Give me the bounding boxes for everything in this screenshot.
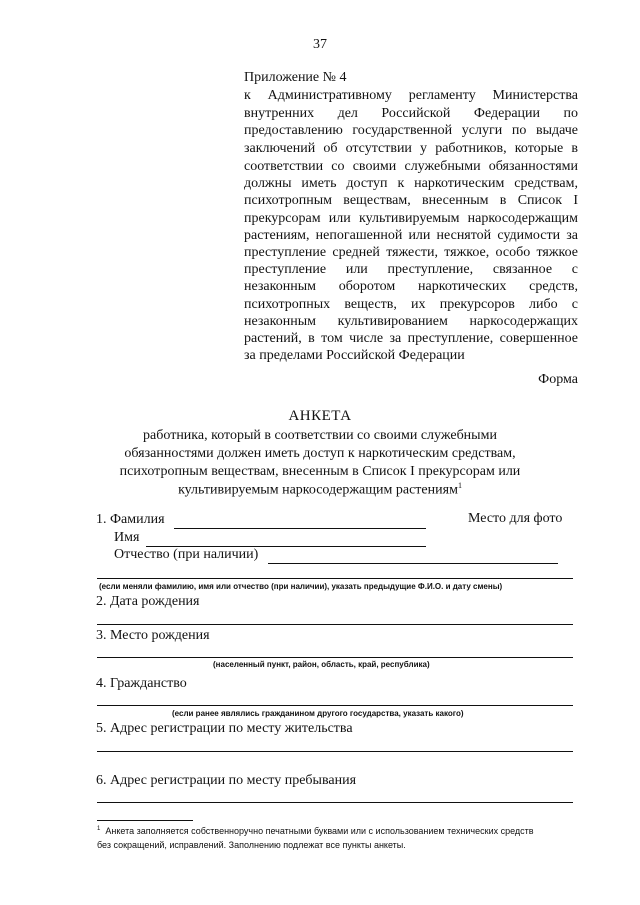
appendix-text-line: растений, в том числе за преступление, совершенное — [244, 331, 578, 346]
appendix-text-line: психотропным веществам, внесенным в Список I — [244, 193, 578, 208]
citizenship-field[interactable] — [97, 705, 573, 706]
anketa-subtitle-line: обязанностями должен иметь доступ к наркотическим средствам, — [124, 446, 516, 461]
anketa-subtitle-line — [0, 481, 640, 499]
appendix-text-line: незаконным оборотом наркотических средств, — [244, 279, 578, 294]
anketa-subtitle-line: психотропным веществам, внесенным в Список I прекурсорам или — [119, 464, 521, 479]
photo-place-label: Место для фото — [468, 511, 563, 526]
stay-address-label: 6. Адрес регистрации по месту пребывания — [96, 773, 357, 788]
appendix-text-line: психотропных веществ, их прекурсоров либо с — [244, 297, 578, 312]
surname-label: 1. Фамилия — [96, 512, 165, 527]
footnote-line — [97, 826, 587, 836]
appendix-title: Приложение № 4 — [244, 70, 347, 85]
birth-place-label: 3. Место рождения — [96, 628, 210, 643]
name-change-hint: (если меняли фамилию, имя или отчество (при наличии), указать предыдущие Ф.И.О. и дату смены) — [99, 582, 503, 591]
stay-address-field[interactable] — [97, 802, 573, 803]
birth-date-label: 2. Дата рождения — [96, 594, 200, 609]
appendix-text-line: растениям, непогашенной или неснятой судимости за — [244, 228, 578, 243]
previous-names-field[interactable] — [97, 578, 573, 579]
anketa-subtitle-line: работника, который в соответствии со своими служебными — [143, 428, 497, 443]
form-label: Форма — [538, 372, 578, 387]
appendix-text-line: за пределами Российской Федерации — [244, 348, 465, 363]
appendix-text-line: предоставлению государственной услуги по выдаче — [244, 123, 578, 138]
appendix-text-line: преступление или преступление, связанное с — [244, 262, 578, 277]
citizenship-label: 4. Гражданство — [96, 676, 187, 691]
appendix-text-line: заключений об отсутствии у работников, которые в — [244, 141, 578, 156]
footnote-marker: 1 — [457, 481, 462, 490]
appendix-text-line: незаконным культивированием наркосодержащих — [244, 314, 578, 329]
birth-date-field[interactable] — [97, 624, 573, 625]
anketa-subtitle-text: культивируемым наркосодержащим растениям — [178, 482, 458, 498]
appendix-text-line: соответствии со своими служебными обязанностями — [244, 159, 578, 174]
citizenship-hint: (если ранее являлись гражданином другого государства, указать какого) — [172, 709, 464, 718]
footnote-divider — [97, 820, 193, 821]
anketa-title: АНКЕТА — [288, 408, 352, 424]
footnote-line: без сокращений, исправлений. Заполнению подлежат все пункты анкеты. — [97, 840, 406, 850]
residence-address-field[interactable] — [97, 751, 573, 752]
footnote-number: 1 — [97, 826, 101, 832]
appendix-text-line: внутренних дел Российской Федерации по — [244, 106, 578, 121]
patronymic-field[interactable] — [268, 563, 558, 564]
residence-address-label: 5. Адрес регистрации по месту жительства — [96, 721, 353, 736]
footnote-text: Анкета заполняется собственноручно печатными буквами или с использованием технических средств — [105, 826, 534, 836]
appendix-text-line: прекурсорам или культивируемым наркосодержащим — [244, 211, 578, 226]
name-label: Имя — [114, 530, 140, 545]
birth-place-field[interactable] — [97, 657, 573, 658]
page-number: 37 — [313, 37, 327, 52]
birth-place-hint: (населенный пункт, район, область, край, республика) — [213, 660, 430, 669]
surname-field[interactable] — [174, 528, 426, 529]
appendix-text-line: к Административному регламенту Министерства — [244, 88, 578, 103]
patronymic-label: Отчество (при наличии) — [114, 547, 259, 562]
appendix-text-line: преступление средней тяжести, тяжкое, особо тяжкое — [244, 245, 578, 260]
appendix-text-line: должны иметь доступ к наркотическим средствам, — [244, 176, 578, 191]
